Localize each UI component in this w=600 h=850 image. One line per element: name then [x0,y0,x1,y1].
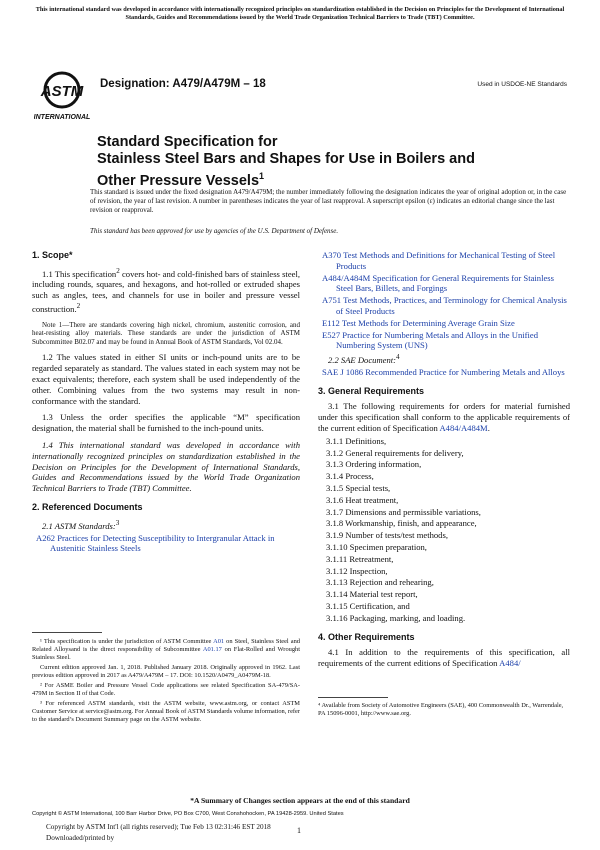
used-in-label: Used in USDOE-NE Standards [477,81,567,88]
requirement-item: 3.1.11 Retreatment, [326,553,394,564]
sae-reference-link[interactable]: SAE J 1086 [322,366,364,377]
footnote-divider [318,697,388,698]
reference-item: E527 Practice for Numbering Metals and Alloys in the Unified Numbering System (UNS) [322,329,538,351]
title-line-3: Other Pressure Vessels$^1$ [97,171,265,189]
sae-reference-item: SAE J 1086 Recommended Practice for Numbering Metals and Alloys [322,366,565,377]
right-column [318,250,570,675]
other-requirements-heading: 4. Other Requirements [318,631,415,642]
scope-1-2: 1.2 The values stated in either SI units or inch-pound units are to be regarded separately as standard. The values stated in each system may not be exact equivalents; therefore, each system shall be used independently of the other. Combining values from the two systems may result in non-conformance with the standard. [32,352,300,406]
reference-item: A262 Practices for Detecting Susceptibility to Intergranular Attack in Austenitic Stainless Steels [36,532,275,554]
general-3-1: 3.1 The following requirements for orders for material furnished under this specification shall conform to the applicable requirements of the current edition of Specification A484/A484M. [318,401,570,434]
issuance-note: This standard is issued under the fixed designation A479/A479M; the number immediately following the designation indicates the year of original adoption or, in the case of revision, the year of last revision. A number in parentheses indicates the year of last reapproval. A superscript epsilon (ε) indicates an editorial change since the last revision or reapproval. [90,188,567,214]
reference-link[interactable]: A370 [322,250,342,260]
subcommittee-link[interactable]: A01.17 [202,646,222,653]
reference-link[interactable]: E527 [322,329,341,340]
requirement-item: 3.1.12 Inspection, [326,565,388,576]
designation: Designation: A479/A479M – 18 [100,78,266,90]
requirement-item: 3.1.2 General requirements for delivery, [326,447,464,458]
spec-link[interactable]: A484/ [499,658,521,669]
astm-standards-label: 2.1 ASTM Standards:$^3$ [42,518,120,531]
footnote-2: ² For ASME Boiler and Pressure Vessel Code applications see related Specification SA-479/SA-479M in Section II of that Code. [32,682,300,697]
footnote-divider [32,632,102,633]
requirement-item: 3.1.14 Material test report, [326,589,418,600]
dod-approval-note: This standard has been approved for use by agencies of the U.S. Department of Defense. [90,227,339,235]
footnote-1-current-edition: Current edition approved Jan. 1, 2018. Published January 2018. Originally approved in 1962. Last previous edition approved in 2017 as A479/A479M – 17. DOI: 10.1520/A0479_A0479M-18. [32,664,300,679]
downloaded-by: Downloaded/printed by [46,834,115,842]
scope-heading: 1. Scope* [32,250,73,260]
footnotes-left [32,638,300,726]
reference-item: A484/A484M Specification for General Requirements for Stainless Steel Bars, Billets, and Forgings [322,272,554,294]
copyright-line: Copyright © ASTM International, 100 Barr Harbor Drive, PO Box C700, West Conshohocken, PA 19428-2959. United States [32,811,344,817]
left-column [32,250,300,555]
footnote-4: ⁴ Available from Society of Automotive Engineers (SAE), 400 Commonwealth Dr., Warrendale, PA 15096-0001, http://www.sae.org. [318,702,564,717]
requirement-item: 3.1.9 Number of tests/test methods, [326,530,448,541]
scope-1-3: 1.3 Unless the order specifies the applicable “M” specification designation, the material shall be furnished to the inch-pound units. [32,412,300,434]
other-4-1: 4.1 In addition to the requirements of this specification, all requirements of the current editions of Specification A484/ [318,647,570,669]
reference-link[interactable]: E112 [322,317,340,328]
note-1: Note 1—There are standards covering high nickel, chromium, austenitic corrosion, and heat-resisting alloy materials. These standards are under the jurisdiction of ASTM Subcommittee B02.07 and may be found in Annual Book of ASTM Standards, Vol 02.04. [32,320,300,346]
requirement-item: 3.1.8 Workmanship, finish, and appearance, [326,518,477,529]
standardization-notice: This international standard was developed in accordance with internationally recognized principles on standardization established in the Decision on Principles for the Development of International Standards, Guides and Recommendations issued by the World Trade Organization Technical Barriers to Trade (TBT) Committee. [35,6,565,21]
reference-item: E112 Test Methods for Determining Average Grain Size [322,317,515,328]
requirement-item: 3.1.4 Process, [326,471,374,482]
reference-link[interactable]: A484/A484M [322,272,371,283]
logo-text: INTERNATIONAL [34,114,90,121]
title-footnote-mark: 1 [259,171,265,181]
footnote-3: ³ For referenced ASTM standards, visit the ASTM website, www.astm.org, or contact ASTM Customer Service at service@astm.org. For Annual Book of ASTM Standards volume information, refer to the standard’s Document Summary page on the ASTM website. [32,700,300,723]
reference-link[interactable]: A262 [36,532,56,543]
committee-link[interactable]: A01 [213,638,225,645]
requirement-item: 3.1.10 Specimen preparation, [326,541,427,552]
astm-logo [34,70,90,122]
title-line-2: Stainless Steel Bars and Shapes for Use in Boilers and [97,151,475,167]
license-copyright: Copyright by ASTM Int'l (all rights reserved); Tue Feb 13 02:31:46 EST 2018 [46,823,271,831]
title-line-1: Standard Specification for [97,134,278,150]
sae-document-label: 2.2 SAE Document:$^4$ [328,353,400,366]
reference-item: A370 Test Methods and Definitions for Mechanical Testing of Steel Products [322,250,556,271]
scope-1-4: 1.4 This international standard was developed in accordance with internationally recognized principles on standardization established in the Decision on Principles for the Development of International Standards, Guides and Recommendations issued by the World Trade Organization Technical Barriers to Trade (TBT) Committee. [32,440,300,494]
reference-link[interactable]: A751 [322,295,342,306]
spec-link[interactable]: A484/A484M [439,423,488,434]
page-title [97,134,517,190]
svg-text:ASTM: ASTM [40,83,84,100]
requirement-item: 3.1.1 Definitions, [326,435,387,446]
scope-1-1: 1.1 This specification$^2$ covers hot- and cold-finished bars of stainless steel, including rounds, squares, and hexagons, and hot-rolled or extruded shapes such as angles, tees, and channels for use in boiler and pressure vessel construction.$^2$ [32,266,300,314]
requirement-item: 3.1.15 Certification, and [326,600,410,611]
reference-item: A751 Test Methods, Practices, and Terminology for Chemical Analysis of Steel Products [322,295,567,316]
requirement-item: 3.1.6 Heat treatment, [326,494,399,505]
summary-of-changes-note: *A Summary of Changes section appears at the end of this standard [190,796,410,805]
page-number: 1 [297,826,301,835]
footnote-1: ¹ This specification is under the jurisdiction of ASTM Committee A01 on Steel, Stainless Steel and Related Alloysand is the direct responsibility of Subcommittee A01.17 on Flat-Rolled and Wrought Stainless Steel. [32,638,300,661]
requirement-item: 3.1.3 Ordering information, [326,459,422,470]
references-heading: 2. Referenced Documents [32,502,143,513]
requirement-item: 3.1.5 Special tests, [326,483,391,493]
requirement-item: 3.1.16 Packaging, marking, and loading. [326,612,466,623]
general-requirements-heading: 3. General Requirements [318,385,425,396]
requirement-item: 3.1.7 Dimensions and permissible variations, [326,506,481,517]
requirement-item: 3.1.13 Rejection and rehearing, [326,577,434,588]
